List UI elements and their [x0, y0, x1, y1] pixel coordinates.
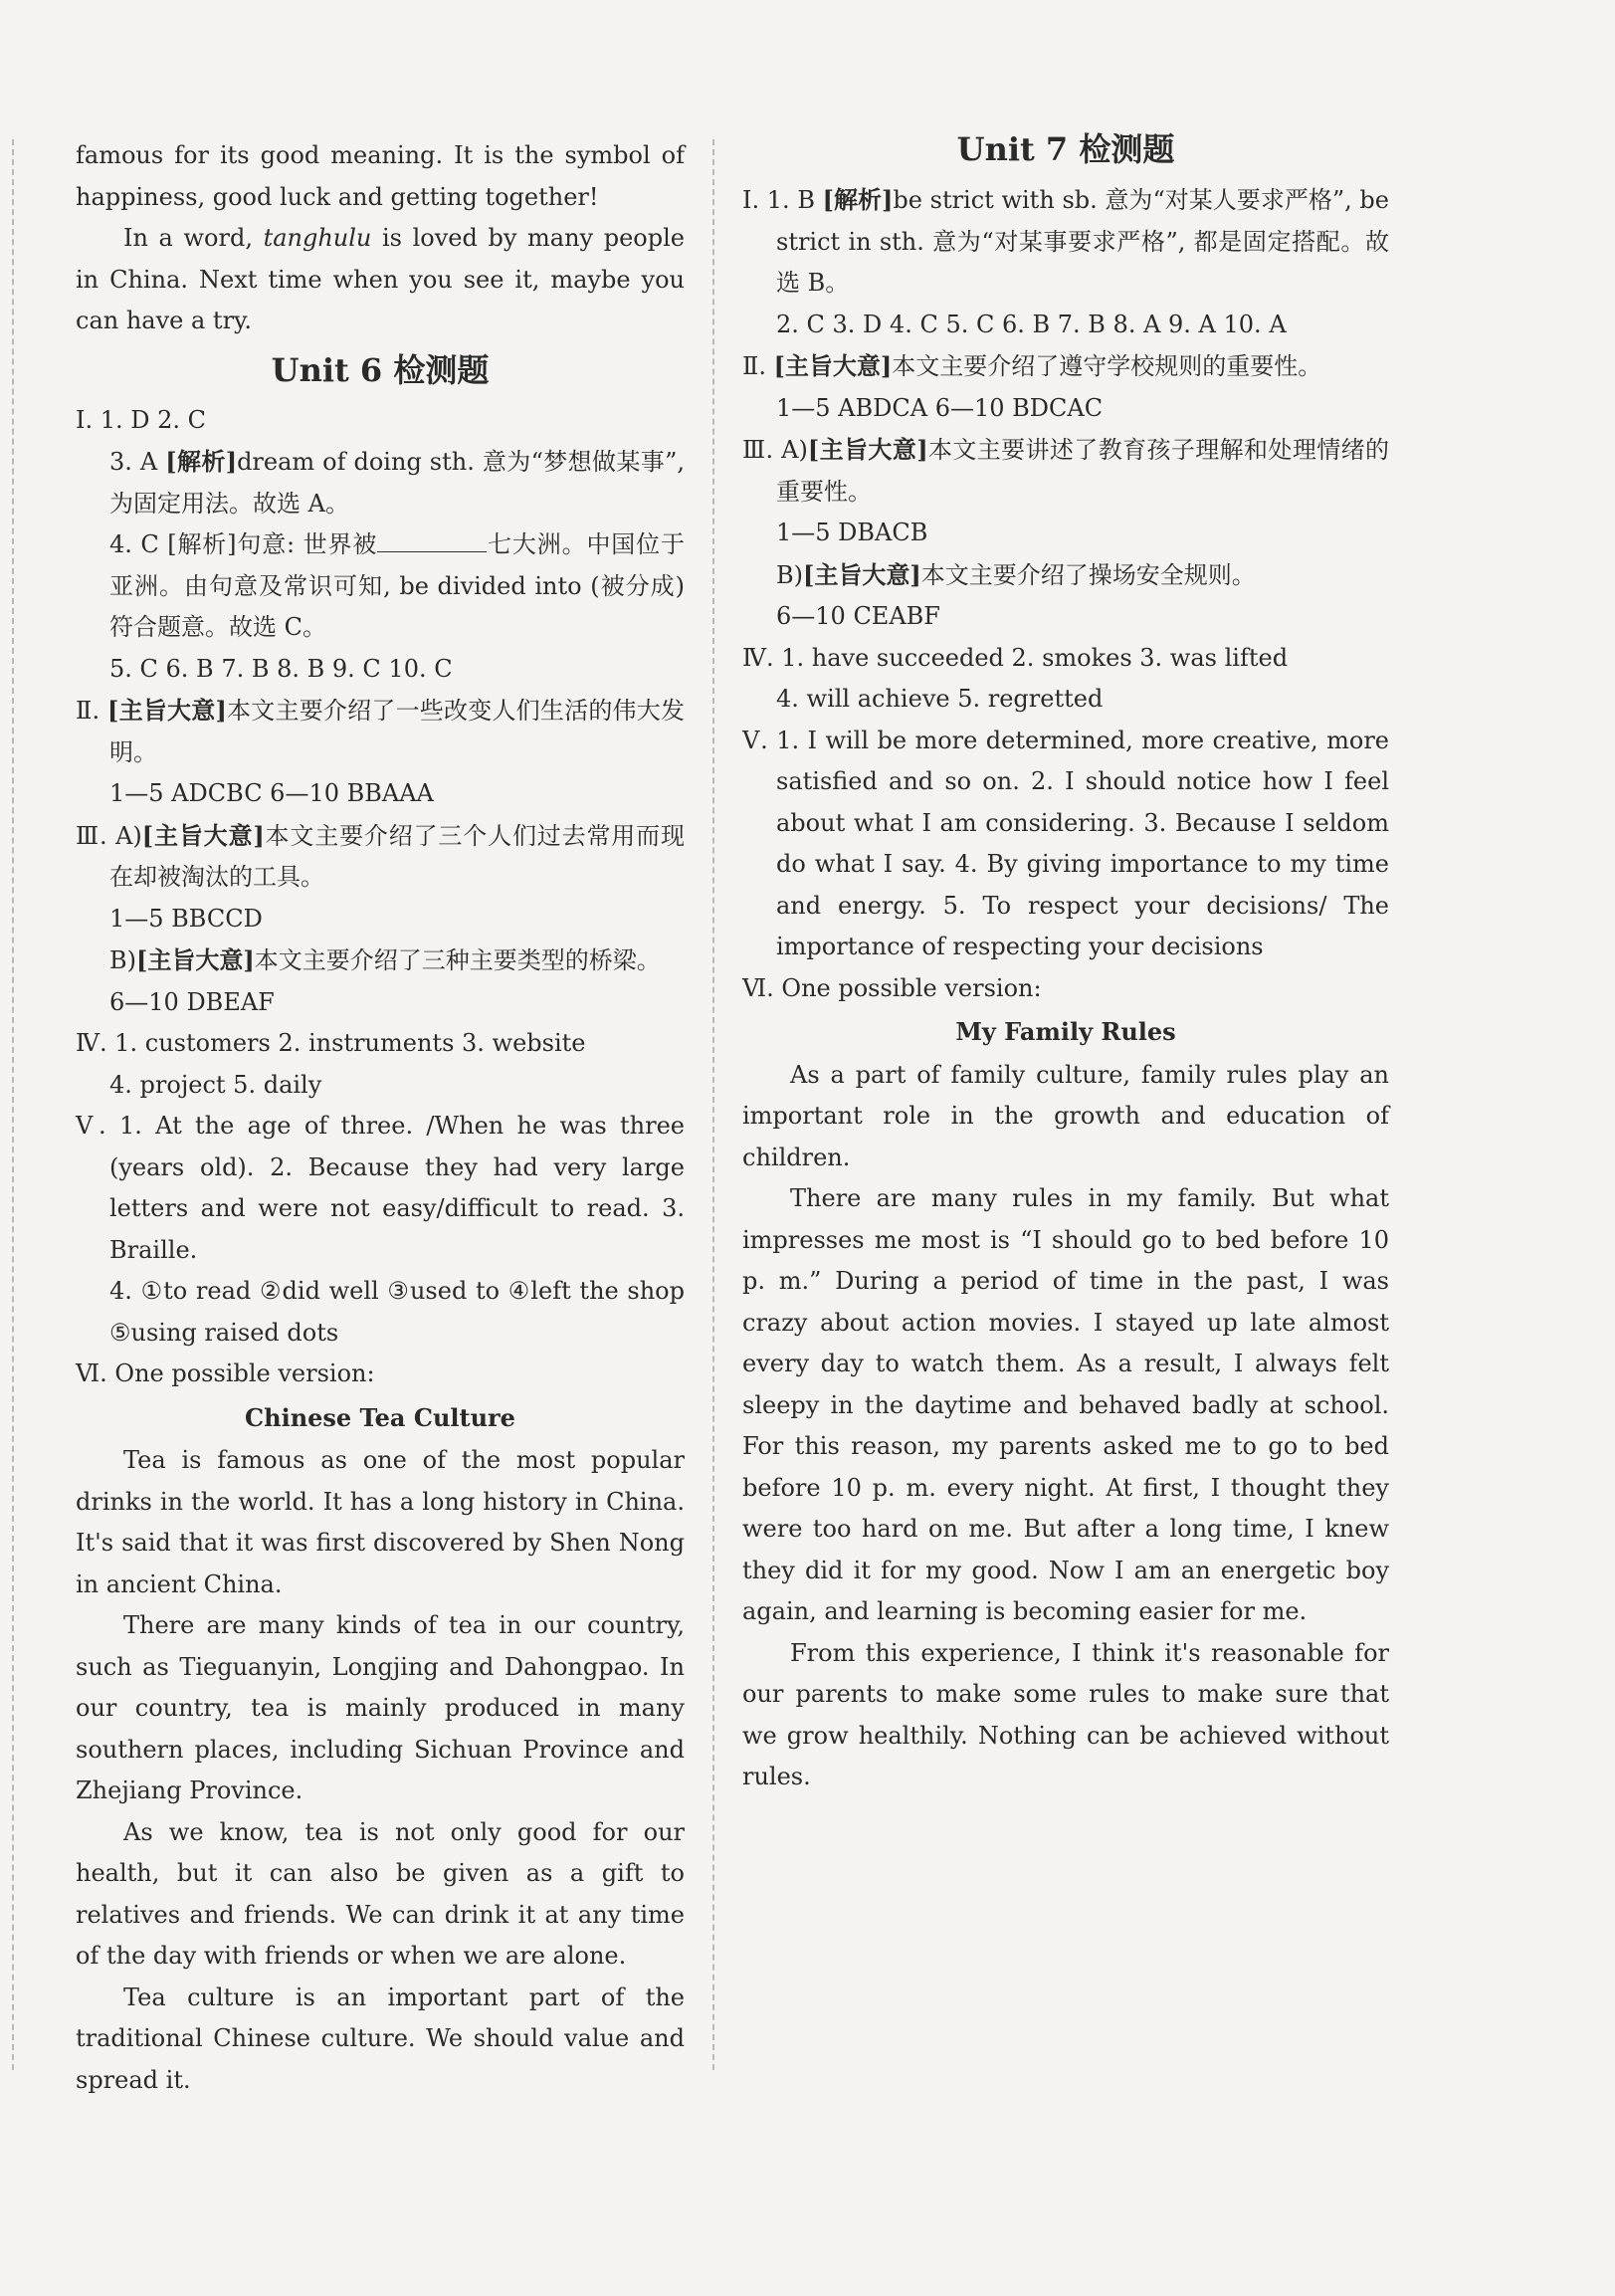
- u6-essay-paragraph: Tea is famous as one of the most popular drinks in the world. It has a long history in China. It's said that it was first discovered by Shen Nong in ancient China.: [76, 1446, 685, 1598]
- u7-s3-head: Ⅲ. A)[主旨大意]本文主要讲述了教育孩子理解和处理情绪的重要性。: [742, 435, 1389, 506]
- u6-essay-paragraph: There are many kinds of tea in our country, such as Tieguanyin, Longjing and Dahongpao. In our country, tea is mainly produced in many southern places, including Sichuan Province and Zhejiang Province.: [76, 1611, 685, 1804]
- intro-paragraph-2: In a word, tanghulu is loved by many people in China. Next time when you see it, maybe you can have a try.: [76, 224, 685, 334]
- fill-blank: [377, 531, 487, 552]
- u6-s1-line3: 5. C 6. B 7. B 8. B 9. C 10. C: [109, 654, 453, 683]
- u6-q4-explanation: 4. C [解析]句意: 世界被 七大洲。中国位于亚洲。由句意及常识可知, be divided into (被分成)符合题意。故选 C。: [109, 530, 685, 641]
- left-margin-dashed-line: [12, 139, 14, 2070]
- right-column: [742, 127, 1389, 1798]
- u6-s3-head: Ⅲ. A)[主旨大意]本文主要介绍了三个人们过去常用而现在却被淘汰的工具。: [76, 820, 685, 891]
- u6-q3-explanation: 3. A [解析]dream of doing sth. 意为“梦想做某事”, 为固定用法。故选 A。: [109, 447, 685, 518]
- u7-s3-b-head: B)[主旨大意]本文主要介绍了操场安全规则。: [776, 559, 1256, 589]
- u7-q1-explanation: Ⅰ. 1. B [解析]be strict with sb. 意为“对某人要求严格”, be strict in sth. 意为“对某事要求严格”, 都是固定搭配。故选 B。: [742, 185, 1389, 297]
- u6-essay-title: Chinese Tea Culture: [245, 1402, 515, 1432]
- u7-s6-head: Ⅵ. One possible version:: [742, 973, 1042, 1002]
- u6-s5-line1: Ⅴ. 1. At the age of three. /When he was three (years old). 2. Because they had very large letters and were not easy/difficult to read. 3. Braille.: [76, 1112, 685, 1264]
- intro-paragraph-1: famous for its good meaning. It is the symbol of happiness, good luck and getting together!: [76, 141, 685, 211]
- unit6-title: Unit 6 检测题: [271, 350, 490, 389]
- unit7-title: Unit 7 检测题: [956, 130, 1175, 168]
- u6-s5-line2: 4. ①to read ②did well ③used to ④left the shop ⑤using raised dots: [109, 1277, 685, 1347]
- u7-s2-head: Ⅱ. [主旨大意]本文主要介绍了遵守学校规则的重要性。: [742, 351, 1322, 380]
- u6-s3-b-head: B)[主旨大意]本文主要介绍了三种主要类型的桥梁。: [109, 945, 661, 974]
- u7-s1-line2: 2. C 3. D 4. C 5. C 6. B 7. B 8. A 9. A 10. A: [776, 310, 1287, 338]
- u7-essay-paragraph: There are many rules in my family. But what impresses me most is “I should go to bed before 10 p. m.” During a period of time in the past, I was crazy about action movies. I stayed up late almost every day to watch them. As a result, I always felt sleepy in the daytime and behaved badly at school. For this reason, my parents asked me to go to bed before 10 p. m. every night. At first, I thought they were too hard on me. But after a long time, I knew they did it for my good. Now I am an energetic boy again, and learning is becoming easier for me.: [742, 1184, 1389, 1625]
- column-divider-dashed-line: [712, 139, 714, 2070]
- u7-s4-line2: 4. will achieve 5. regretted: [776, 685, 1104, 713]
- u7-s4-line1: Ⅳ. 1. have succeeded 2. smokes 3. was lifted: [742, 643, 1289, 672]
- u7-s3-answers-2: 6—10 CEABF: [776, 602, 940, 630]
- u6-s2-answers: 1—5 ADCBC 6—10 BBAAA: [109, 779, 434, 807]
- u7-essay-paragraph: From this experience, I think it's reasonable for our parents to make some rules to make sure that we grow healthily. Nothing can be achieved without rules.: [742, 1638, 1389, 1790]
- u6-s4-line1: Ⅳ. 1. customers 2. instruments 3. website: [76, 1029, 586, 1057]
- u7-s2-answers: 1—5 ABDCA 6—10 BDCAC: [776, 393, 1104, 422]
- u7-essay-title: My Family Rules: [955, 1017, 1176, 1046]
- u6-essay-paragraph: As we know, tea is not only good for our health, but it can also be given as a gift to relatives and friends. We can drink it at any time of the day with friends or when we are alone.: [76, 1817, 685, 1970]
- u6-s3-answers-2: 6—10 DBEAF: [109, 987, 275, 1016]
- u7-s3-answers-1: 1—5 DBACB: [776, 519, 928, 546]
- u6-s1-line1: Ⅰ. 1. D 2. C: [76, 405, 207, 434]
- u6-s4-line2: 4. project 5. daily: [109, 1070, 322, 1099]
- u6-essay-paragraph: Tea culture is an important part of the traditional Chinese culture. We should value and spread it.: [76, 1983, 685, 2094]
- left-column: [76, 135, 685, 2101]
- u6-s2-head: Ⅱ. [主旨大意]本文主要介绍了一些改变人们生活的伟大发明。: [76, 696, 685, 766]
- u7-s5-line1: Ⅴ. 1. I will be more determined, more creative, more satisfied and so on. 2. I should notice how I feel about what I am considering. 3. Because I seldom do what I say. 4. By giving importance to my time and energy. 5. To respect your decisions/ The importance of respecting your decisions: [742, 726, 1389, 960]
- u6-s3-answers-1: 1—5 BBCCD: [109, 904, 263, 933]
- u7-essay-paragraph: As a part of family culture, family rules play an important role in the growth and education of children.: [742, 1060, 1389, 1171]
- u6-s6-head: Ⅵ. One possible version:: [76, 1359, 375, 1387]
